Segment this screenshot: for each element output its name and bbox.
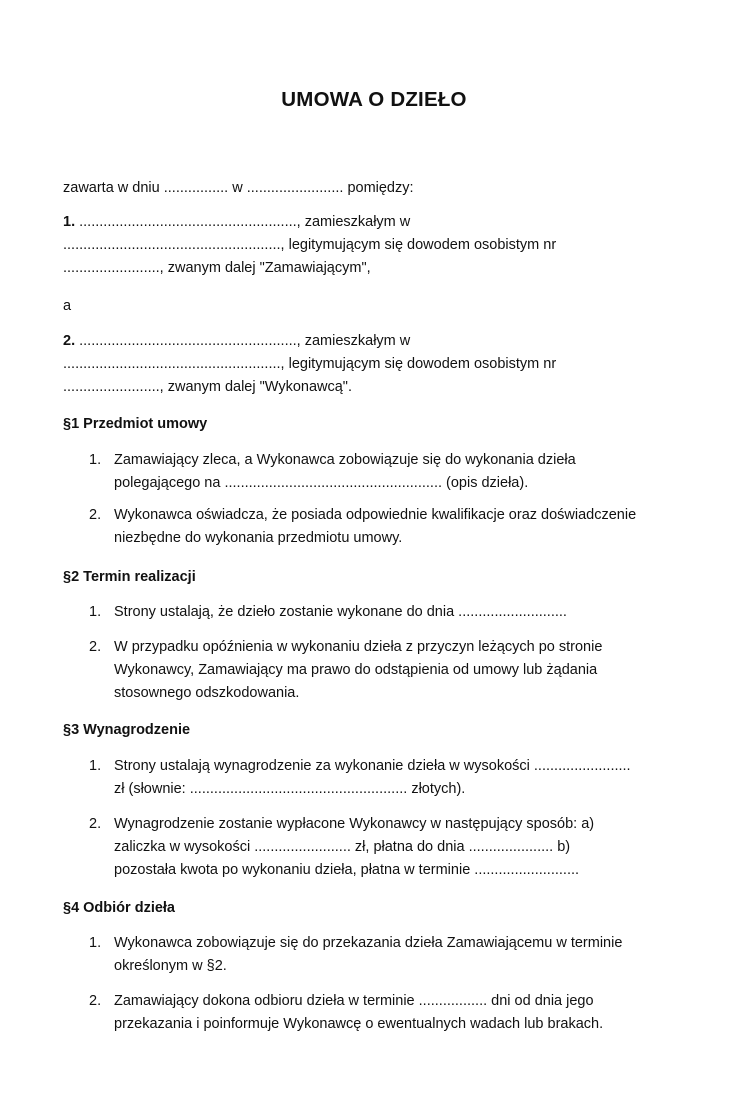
party-1-number: 1. [63,214,76,230]
list-item-line: zł (słownie: ...................................................... złotych). [114,781,466,797]
section-2-list [63,601,708,714]
section-3-title: §3 Wynagrodzenie [63,722,191,738]
party-2-line-3: ........................, zwanym dalej "Wykonawcą". [63,379,352,395]
section-3-list [63,755,708,891]
list-item [63,755,708,801]
party-2-number: 2. [63,333,76,349]
party-1-line-1-text: ......................................................, zamieszkałym w [75,214,411,230]
conjunction-a: a [63,298,72,314]
list-item-line: Wykonawca zobowiązuje się do przekazania dzieła Zamawiającemu w terminie [114,935,623,951]
party-1-line-2: ......................................................, legitymującym się dowodem osobistym nr [63,237,557,253]
party-2 [63,330,713,399]
list-item-number: 2. [89,993,102,1009]
list-item-line: W przypadku opóźnienia w wykonaniu dzieła z przyczyn leżących po stronie [114,639,603,655]
list-item [63,813,708,882]
list-item-line: Strony ustalają, że dzieło zostanie wykonane do dnia ........................... [114,604,567,620]
section-1-title: §1 Przedmiot umowy [63,416,208,432]
section-1-list [63,449,708,559]
list-item-line: Zamawiający zleca, a Wykonawca zobowiązuje się do wykonania dzieła [114,452,576,468]
list-item-line: polegającego na ...................................................... (opis dzieła). [114,475,529,491]
party-2-line-1-text: ......................................................, zamieszkałym w [75,333,411,349]
section-4-list [63,932,708,1045]
intro-line: zawarta w dniu ................ w ........................ pomiędzy: [63,180,414,196]
party-2-line-1 [63,330,713,353]
list-item-line: Wykonawca oświadcza, że posiada odpowiednie kwalifikacje oraz doświadczenie [114,507,637,523]
list-item-number: 1. [89,604,102,620]
list-item-number: 2. [89,639,102,655]
list-item-line: Strony ustalają wynagrodzenie za wykonanie dzieła w wysokości ........................ [114,758,631,774]
list-item-line: Zamawiający dokona odbioru dzieła w terminie ................. dni od dnia jego [114,993,594,1009]
list-item-number: 1. [89,935,102,951]
list-item-number: 2. [89,507,102,523]
list-item-number: 2. [89,816,102,832]
list-item-line: stosownego odszkodowania. [114,685,300,701]
party-1-line-3: ........................, zwanym dalej "Zamawiającym", [63,260,371,276]
list-item [63,504,708,550]
list-item [63,932,708,978]
list-item [63,636,708,705]
list-item-line: niezbędne do wykonania przedmiotu umowy. [114,530,403,546]
list-item-line: przekazania i poinformuje Wykonawcę o ewentualnych wadach lub brakach. [114,1016,604,1032]
section-2-title: §2 Termin realizacji [63,569,196,585]
list-item-line: Wykonawcy, Zamawiający ma prawo do odstąpienia od umowy lub żądania [114,662,598,678]
list-item-number: 1. [89,758,102,774]
list-item [63,449,708,495]
list-item [63,990,708,1036]
party-1-line-1 [63,211,713,234]
document-title: UMOWA O DZIEŁO [281,88,467,111]
list-item [63,601,708,624]
section-4-title: §4 Odbiór dzieła [63,900,175,916]
list-item-line: zaliczka w wysokości ........................ zł, płatna do dnia ..................... b) [114,839,571,855]
list-item-number: 1. [89,452,102,468]
party-2-line-2: ......................................................, legitymującym się dowodem osobistym nr [63,356,557,372]
list-item-line: określonym w §2. [114,958,227,974]
list-item-line: pozostała kwota po wykonaniu dzieła, płatna w terminie .......................... [114,862,580,878]
party-1 [63,211,713,280]
list-item-line: Wynagrodzenie zostanie wypłacone Wykonawcy w następujący sposób: a) [114,816,595,832]
